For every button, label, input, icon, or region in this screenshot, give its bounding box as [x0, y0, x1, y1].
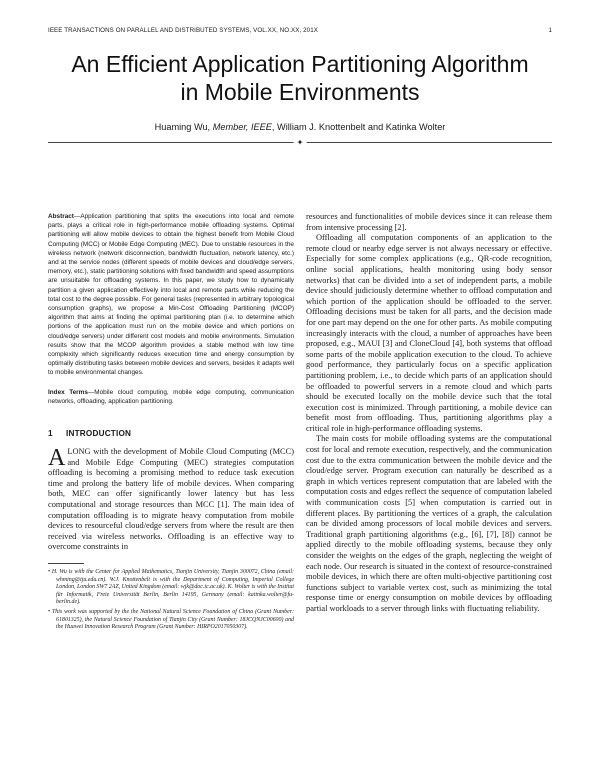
divider-ornament-icon: ✦	[294, 138, 307, 147]
author-rest: , William J. Knottenbelt and Katinka Wolter	[271, 122, 446, 132]
section-heading	[48, 429, 294, 438]
footnote-funding: • This work was supported by the the National Natural Science Foundation of China (Grant Number: 61801325), the Natural Science Foundation of Tianjin City (Grant Number: 18JCQNJC00600) and the Huawei Innovation Research Program (Grant Number: HIRPO2017050307).	[48, 608, 294, 631]
right-paragraph-continued: resources and functionalities of mobile devices since it can release them from intensive processing [2].	[306, 212, 552, 232]
intro-text: with the development of Mobile Cloud Computing (MCC) and Mobile Edge Computing (MEC) strategies computation offloading is becoming a promising method to reduce task execution time and prolong the battery life of mobile devices. When comparing both, MEC can offer significantly lower latency but has less computational and storage resources than MCC [1]. The main idea of computation offloading is to migrate heavy computation from mobile devices to resourceful cloud/edge servers from where the result are then received via wireless networks. Offloading is an effective way to overcome constraints in	[48, 447, 294, 552]
title-line-2: in Mobile Environments	[180, 79, 420, 105]
right-paragraph-offloading: Offloading all computation components of an application to the remote cloud or nearby edge server is not always necessary or effective. Especially for some complex applications (e.g., QR-code recognition, online social applications, health monitoring using body sensor networks) that can be divided into a set of independent parts, a mobile device should judiciously determine whether to offload computation and which portion of the application should be offloaded to the server. Offloading decisions must be taken for all parts, and the decision made for one part may depend on the one for other parts. As mobile computing increasingly interacts with the cloud, a number of approaches have been proposed, e.g., MAUI [3] and CloneCloud [4], both systems that offload some parts of the mobile application execution to the cloud. To achieve good performance, they particularly focus on a specific application partitioning problem, i.e., to decide which parts of an application should be offloaded to powerful servers in a remote cloud and which parts should be executed locally on the mobile device such that the total execution cost is minimized. Through partitioning, a mobile device can benefit most from offloading. Thus, partitioning algorithms play a critical role in high-performance offloading systems.	[306, 233, 552, 433]
index-terms-text: —Mobile cloud computing, mobile edge computing, communication networks, offloading, application partitioning.	[48, 388, 294, 405]
section-title: INTRODUCTION	[66, 429, 132, 439]
title-divider	[48, 138, 552, 147]
index-terms	[48, 388, 294, 406]
page-number: 1	[548, 27, 552, 34]
right-column	[306, 212, 552, 615]
left-column	[48, 212, 294, 634]
author-role: Member, IEEE	[212, 122, 272, 132]
running-head	[48, 27, 552, 34]
abstract	[48, 212, 294, 378]
right-paragraph-costs: The main costs for mobile offloading systems are the computational cost for local and remote execution, respectively, and the communication cost due to the extra communication between the mobile device and the cloud/edge server. Program execution can naturally be described as a graph in which vertices represent computation that are labeled with the computation costs and edges reflect the sequence of computation labeled with communication costs [5] when computation is carried out in different places. By partitioning the vertices of a graph, the calculation can be divided among processors of local mobile devices and servers. Traditional graph partitioning algorithms (e.g., [6], [7], [8]) cannot be applied directly to the mobile offloading systems, because they only consider the weights on the edges of the graph, neglecting the weight of each node. Our research is situated in the context of resource-constrained mobile devices, in which there are often multi-objective partitioning cost functions subject to variable vertex cost, such as minimizing the total response time or energy consumption on mobile devices by offloading partial workloads to a server through links with fluctuating reliability.	[306, 434, 552, 613]
lead-word: LONG	[67, 447, 91, 457]
author-list	[40, 122, 560, 132]
abstract-label: Abstract	[48, 213, 74, 220]
drop-cap: A	[48, 445, 66, 472]
title-line-1: An Efficient Application Partitioning Algorithm	[71, 51, 529, 77]
index-terms-label: Index Terms	[48, 388, 88, 396]
intro-paragraph	[48, 447, 294, 553]
section-number: 1	[48, 429, 53, 439]
paper-title	[40, 50, 560, 106]
abstract-text: —Application partitioning that splits the executions into local and remote parts, plays a critical role in high-performance mobile offloading systems. Optimal partitioning will allow mobile devices to obtain the highest benefit from Mobile Cloud Computing (MCC) or Mobile Edge Computing (MEC). Due to unstable resources in the wireless network (network disconnection, bandwidth fluctuation, network latency, etc.) and at the service nodes (different speeds of mobile devices and cloud/edge servers, memory, etc.), static partitioning solutions with fixed bandwidth and speed assumptions are unsuitable for offloading systems. In this paper, we study how to dynamically partition a given application effectively into local and remote parts while reducing the total cost to the degree possible. For general tasks (represented in arbitrary topological consumption graphs), we propose a Min-Cost Offloading Partitioning (MCOP) algorithm that aims at finding the optimal partitioning plan (i.e. to determine which portions of the application must run on the mobile device and which portions on cloud/edge servers) under different cost models and mobile environments. Simulation results show that the MCOP algorithm provides a stable method with low time complexity which significantly reduces execution time and energy consumption by optimally distributing tasks between mobile devices and servers, besides it adapts well to mobile environmental changes.	[48, 213, 294, 377]
author-first: Huaming Wu,	[154, 122, 211, 132]
footnote-affiliations: • H. Wu is with the Center for Applied Mathematics, Tianjin University, Tianjin 300072, China (email: whming@tju.edu.cn). W.J. Knottenbelt is with the Department of Computing, Imperial College London, London SW7 2AZ, United Kingdom (email: wjk@doc.ic.ac.uk). K. Wolter is with the Institut für Informatik, Freie Universität Berlin, Berlin 14195, Germany (email: katinka.wolter@fu-berlin.de).	[48, 569, 294, 606]
footnote-rule	[48, 563, 84, 564]
journal-header: IEEE TRANSACTIONS ON PARALLEL AND DISTRIBUTED SYSTEMS, VOL.XX, NO.XX, 201X	[48, 27, 318, 34]
